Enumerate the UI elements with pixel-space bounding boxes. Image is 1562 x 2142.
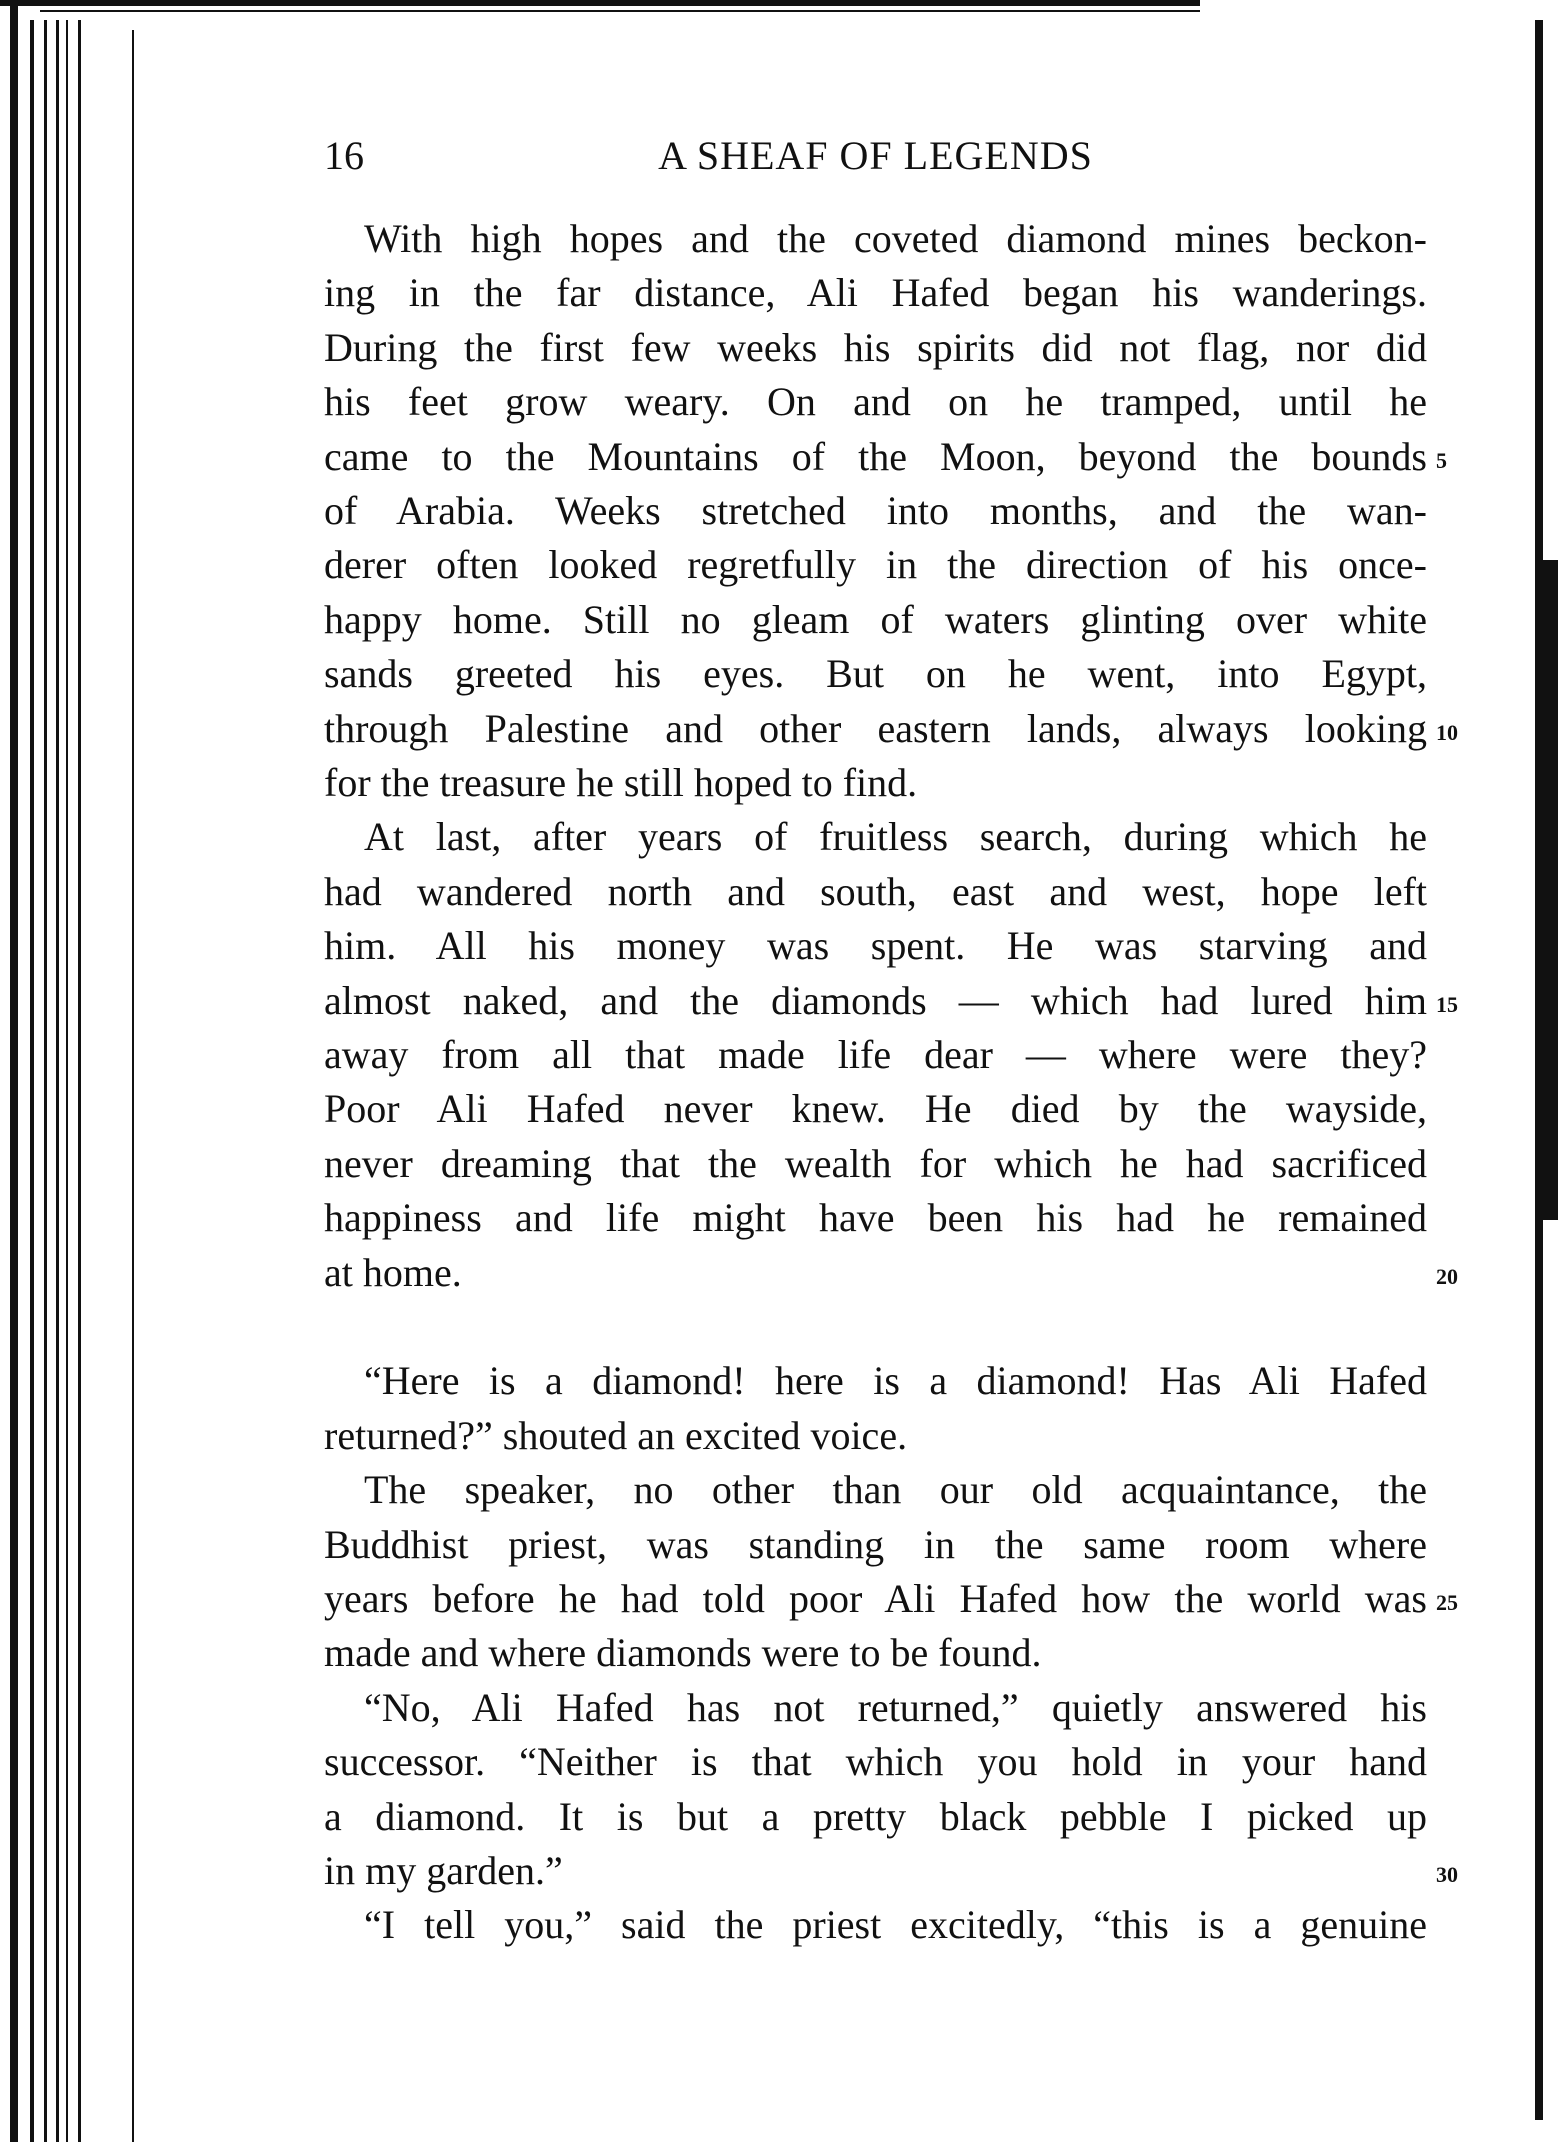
- page-gutter-line: [132, 30, 134, 2142]
- left-binding-line: [30, 20, 34, 2142]
- text-line: made and where diamonds were to be found.: [324, 1630, 1042, 1676]
- text-line: With high hopes and the coveted diamond mines beckon-: [364, 216, 1427, 261]
- text-line: for the treasure he still hoped to find.: [324, 760, 918, 805]
- line-number-marker: 5: [1436, 447, 1447, 473]
- text-line: years before he had told poor Ali Hafed how the world was: [324, 1576, 1427, 1621]
- text-line: Buddhist priest, was standing in the same room where: [324, 1521, 1427, 1567]
- text-line: of Arabia. Weeks stretched into months, and the wan-: [324, 488, 1427, 533]
- left-binding-line: [78, 20, 81, 2142]
- line-number-marker: 15: [1436, 991, 1458, 1017]
- left-binding-line: [66, 20, 68, 2142]
- text-line: returned?” shouted an excited voice.: [324, 1412, 908, 1458]
- text-line: had wandered north and south, east and west, hope left: [324, 868, 1427, 914]
- text-line: The speaker, no other than our old acquaintance, the: [364, 1467, 1427, 1513]
- top-inner-edge: [40, 10, 1200, 12]
- text-line: him. All his money was spent. He was starving and: [324, 923, 1427, 969]
- text-line: through Palestine and other eastern lands, always looking: [324, 705, 1427, 751]
- text-line: “No, Ali Hafed has not returned,” quietly answered his: [364, 1684, 1427, 1730]
- top-page-edge: [0, 0, 1200, 6]
- running-header: [324, 132, 1427, 186]
- right-page-shadow: [1538, 560, 1558, 1220]
- text-line: came to the Mountains of the Moon, beyond the bounds: [324, 433, 1427, 479]
- text-line: “Here is a diamond! here is a diamond! Has Ali Hafed: [364, 1358, 1427, 1404]
- running-title: A SHEAF OF LEGENDS: [658, 133, 1093, 178]
- left-binding-line: [44, 20, 47, 2142]
- line-number-marker: 30: [1436, 1862, 1458, 1887]
- text-line: in my garden.”: [324, 1848, 563, 1893]
- text-line: successor. “Neither is that which you hold in your hand: [324, 1739, 1427, 1785]
- line-number-marker: 20: [1436, 1263, 1458, 1289]
- text-line: During the first few weeks his spirits did not flag, nor did: [324, 324, 1427, 370]
- text-line: At last, after years of fruitless search, during which he: [364, 814, 1427, 860]
- text-line: derer often looked regretfully in the direction of his once-: [324, 542, 1427, 588]
- line-number-marker: 25: [1436, 1590, 1458, 1615]
- text-line: almost naked, and the diamonds — which had lured him: [324, 977, 1427, 1023]
- text-line: Poor Ali Hafed never knew. He died by the wayside,: [324, 1086, 1427, 1132]
- text-line: away from all that made life dear — where were they?: [324, 1032, 1427, 1077]
- page-number: 16: [324, 133, 364, 178]
- text-line: never dreaming that the wealth for which he had sacrificed: [324, 1140, 1427, 1186]
- text-line: happy home. Still no gleam of waters glinting over white: [324, 596, 1427, 642]
- text-line: sands greeted his eyes. But on he went, into Egypt,: [324, 651, 1427, 697]
- left-binding-edge: [10, 0, 18, 2142]
- line-number-marker: 10: [1436, 719, 1458, 745]
- text-line: happiness and life might have been his had he remained: [324, 1195, 1427, 1241]
- left-binding-line: [56, 20, 59, 2142]
- text-line: his feet grow weary. On and on he tramped, until he: [324, 379, 1427, 425]
- text-line: at home.: [324, 1249, 462, 1295]
- text-line: “I tell you,” said the priest excitedly, “this is a genuine: [364, 1902, 1427, 1948]
- text-line: ing in the far distance, Ali Hafed began his wanderings.: [324, 270, 1427, 316]
- text-line: a diamond. It is but a pretty black pebble I picked up: [324, 1793, 1427, 1839]
